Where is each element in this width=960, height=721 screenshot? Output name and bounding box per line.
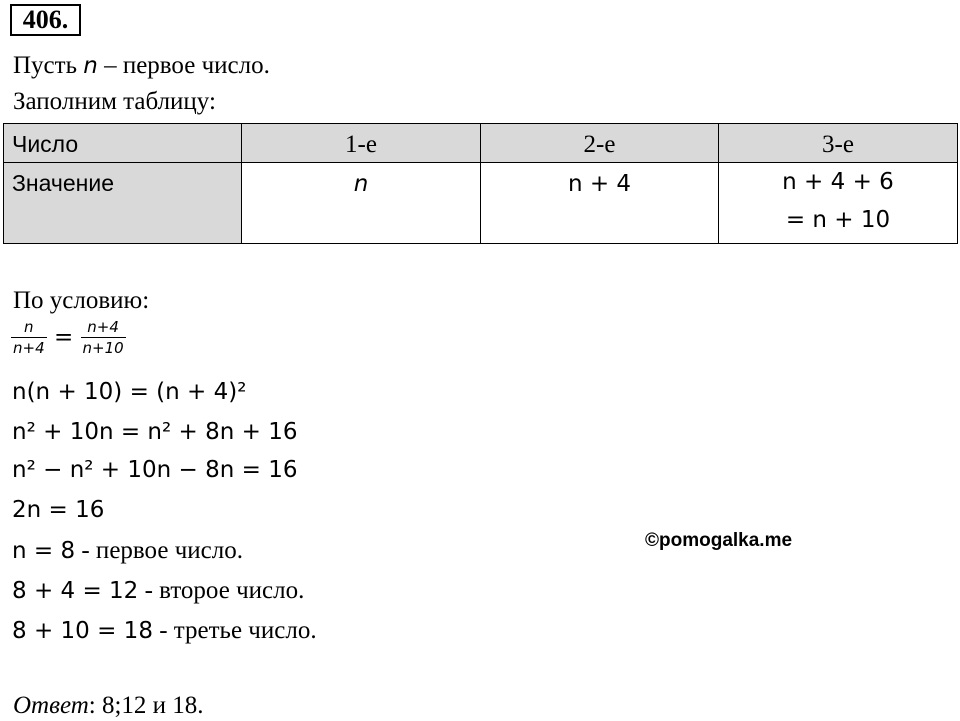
header-cell-second: 2-е [481,124,719,163]
right-fraction: $\frac{n+4}{n+10}$ [82,318,124,357]
answer-line [13,693,204,718]
answer-label: Ответ [13,692,89,719]
value-cell-second: n + 4 [481,163,719,244]
table-header-row [4,124,958,163]
equation-line-3: n² − n² + 10n − 8n = 16 [12,457,298,483]
value-cell-first: n [242,163,481,244]
intro-line [13,53,270,78]
header-cell-third: 3-е [719,124,958,163]
table-row [4,163,958,244]
equation-line-5: n = 8 - первое число. [12,537,243,564]
let-word: Пусть [13,52,77,79]
third-value-line1: n + 4 + 6 [782,169,894,195]
header-cell-label: Число [4,124,242,163]
n-variable: n [83,53,98,79]
answer-value: : 8;12 и 18. [88,692,204,719]
equation-line-4: 2n = 16 [12,497,105,523]
third-value-line2: = n + 10 [785,207,891,233]
equation-line-2: n² + 10n = n² + 8n + 16 [12,419,298,445]
fraction-equation [11,320,126,356]
values-table [3,123,958,244]
left-fraction: $\frac{n}{n+4}$ [13,318,45,357]
let-rest: – первое число. [104,52,270,79]
fill-table-line: Заполним таблицу: [13,88,216,115]
value-cell-third [719,163,958,244]
problem-number: 406. [10,4,81,36]
condition-label: По условию: [13,287,150,314]
fraction-equals: = [53,324,74,351]
equation-line-1: n(n + 10) = (n + 4)² [12,379,247,405]
equation-line-7: 8 + 10 = 18 - третье число. [12,617,317,644]
row-label-cell: Значение [4,163,242,244]
equation-line-6: 8 + 4 = 12 - второе число. [12,577,305,604]
header-cell-first: 1-е [242,124,481,163]
watermark: ©pomogalka.me [645,530,793,551]
